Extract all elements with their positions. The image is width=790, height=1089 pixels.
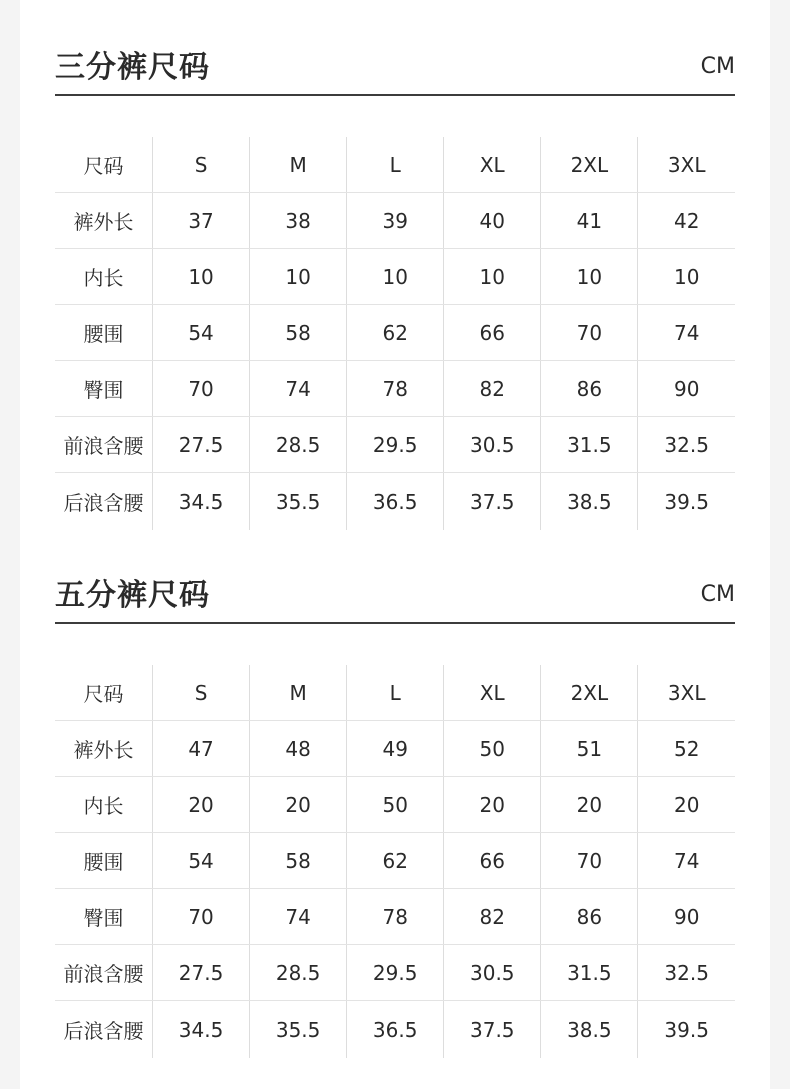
table-cell: 32.5 [638, 945, 735, 1001]
table-cell: 74 [250, 361, 347, 417]
table-cell: 29.5 [347, 417, 444, 473]
row-label: 后浪含腰 [63, 491, 144, 515]
table-cell: 38.5 [541, 473, 638, 531]
section-title: 五分裤尺码 [55, 578, 210, 613]
table-cell: 41 [541, 193, 638, 249]
table-cell: 74 [638, 305, 735, 361]
header-cell: XL [444, 665, 541, 721]
table-cell: 10 [347, 249, 444, 305]
table-row [55, 721, 735, 777]
header-cell: L [347, 665, 444, 721]
table-cell: 47 [153, 721, 250, 777]
table-cell: 58 [250, 305, 347, 361]
table-row [55, 305, 735, 361]
table-cell: 90 [638, 361, 735, 417]
table-cell: 50 [347, 777, 444, 833]
table-cell: 39.5 [638, 1001, 735, 1059]
table-cell: 35.5 [250, 473, 347, 531]
section-half-shorts [55, 568, 735, 1043]
table-cell: 42 [638, 193, 735, 249]
row-label: 内长 [55, 249, 153, 305]
row-label: 前浪含腰 [55, 945, 153, 1001]
row-label: 臀围 [55, 361, 153, 417]
table-cell: 54 [153, 833, 250, 889]
table-cell: 20 [541, 777, 638, 833]
table-cell: 86 [541, 361, 638, 417]
table-cell: 37 [153, 193, 250, 249]
table-cell: 70 [153, 889, 250, 945]
row-label: 后浪含腰 [63, 1019, 144, 1043]
table-cell: 66 [444, 833, 541, 889]
table-cell: 40 [444, 193, 541, 249]
table-row [55, 361, 735, 417]
table-cell: 27.5 [153, 417, 250, 473]
table-cell: 34.5 [153, 1001, 250, 1059]
table-cell: 36.5 [347, 1001, 444, 1059]
table-cell: 10 [153, 249, 250, 305]
row-label: 臀围 [55, 889, 153, 945]
table-header-row [55, 137, 735, 193]
row-label: 腰围 [55, 833, 153, 889]
header-cell: 3XL [638, 137, 735, 193]
table-cell: 10 [638, 249, 735, 305]
header-cell: 2XL [541, 665, 638, 721]
header-cell: 3XL [638, 665, 735, 721]
row-label: 内长 [55, 777, 153, 833]
table-cell: 51 [541, 721, 638, 777]
table-cell: 49 [347, 721, 444, 777]
header-cell: 尺码 [55, 137, 153, 193]
table-row [55, 1001, 735, 1059]
table-cell: 28.5 [250, 945, 347, 1001]
table-cell: 34.5 [153, 473, 250, 531]
table-cell: 82 [444, 889, 541, 945]
table-cell: 29.5 [347, 945, 444, 1001]
table-cell: 70 [153, 361, 250, 417]
section-header [55, 40, 735, 96]
table-header-row [55, 665, 735, 721]
header-cell: 2XL [541, 137, 638, 193]
table-cell: 78 [347, 361, 444, 417]
table-cell: 30.5 [444, 417, 541, 473]
table-cell: 38 [250, 193, 347, 249]
table-cell: 37.5 [444, 1001, 541, 1059]
header-cell: XL [444, 137, 541, 193]
row-label: 裤外长 [55, 193, 153, 249]
table-cell: 86 [541, 889, 638, 945]
table-cell: 20 [638, 777, 735, 833]
table-cell: 62 [347, 833, 444, 889]
header-cell: 尺码 [55, 665, 153, 721]
section-three-quarter-shorts [55, 40, 735, 515]
size-chart-sheet [20, 0, 770, 1089]
table-cell: 62 [347, 305, 444, 361]
table-cell: 39.5 [638, 473, 735, 531]
section-header [55, 568, 735, 624]
table-cell: 36.5 [347, 473, 444, 531]
table-row [55, 417, 735, 473]
header-cell: M [250, 665, 347, 721]
table-cell: 20 [153, 777, 250, 833]
table-cell: 38.5 [541, 1001, 638, 1059]
table-row [55, 945, 735, 1001]
section-title: 三分裤尺码 [55, 50, 210, 85]
table-row [55, 473, 735, 531]
table-cell: 50 [444, 721, 541, 777]
table-cell: 30.5 [444, 945, 541, 1001]
table-cell: 10 [250, 249, 347, 305]
row-label: 腰围 [55, 305, 153, 361]
table-cell: 70 [541, 305, 638, 361]
table-cell: 58 [250, 833, 347, 889]
table-cell: 70 [541, 833, 638, 889]
table-cell: 90 [638, 889, 735, 945]
table-cell: 78 [347, 889, 444, 945]
table-cell: 10 [444, 249, 541, 305]
table-cell: 39 [347, 193, 444, 249]
row-label: 裤外长 [55, 721, 153, 777]
table-cell: 82 [444, 361, 541, 417]
table-cell: 35.5 [250, 1001, 347, 1059]
table-cell: 66 [444, 305, 541, 361]
size-table [55, 137, 735, 530]
unit-label: CM [700, 582, 735, 607]
table-cell: 52 [638, 721, 735, 777]
header-cell: L [347, 137, 444, 193]
table-cell: 28.5 [250, 417, 347, 473]
row-label: 前浪含腰 [55, 417, 153, 473]
table-cell: 31.5 [541, 945, 638, 1001]
table-cell: 20 [444, 777, 541, 833]
table-cell: 27.5 [153, 945, 250, 1001]
table-cell: 74 [638, 833, 735, 889]
table-cell: 48 [250, 721, 347, 777]
table-cell: 74 [250, 889, 347, 945]
unit-label: CM [700, 54, 735, 79]
table-cell: 54 [153, 305, 250, 361]
table-row [55, 889, 735, 945]
table-row [55, 193, 735, 249]
header-cell: M [250, 137, 347, 193]
table-row [55, 833, 735, 889]
header-cell: S [153, 665, 250, 721]
table-cell: 37.5 [444, 473, 541, 531]
table-cell: 31.5 [541, 417, 638, 473]
table-cell: 32.5 [638, 417, 735, 473]
table-cell: 10 [541, 249, 638, 305]
table-cell: 20 [250, 777, 347, 833]
table-row [55, 249, 735, 305]
header-cell: S [153, 137, 250, 193]
size-table [55, 665, 735, 1058]
table-row [55, 777, 735, 833]
